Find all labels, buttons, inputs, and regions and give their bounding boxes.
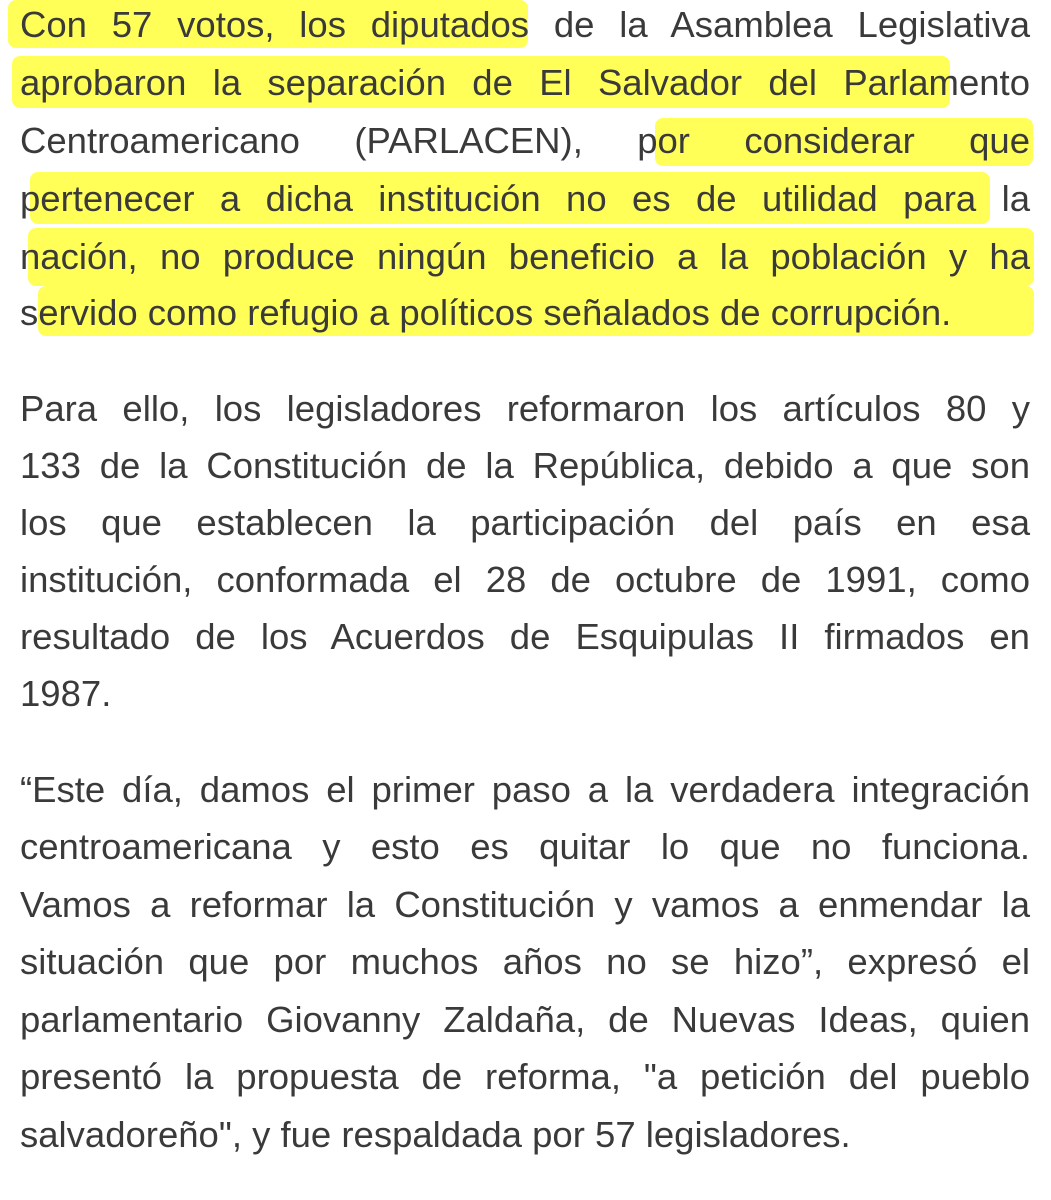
paragraph-3-line: salvadoreño", y fue respaldada por 57 legisladores. [20,1114,851,1155]
paragraph-1-line: servido como refugio a políticos señalados de corrupción. [20,292,952,333]
paragraph-1-line: pertenecer a dicha institución no es de utilidad para la [20,178,1030,219]
paragraph-3-line: situación que por muchos años no se hizo”, expresó el [20,941,1030,982]
paragraph-1-line: aprobaron la separación de El Salvador del Parlamento [20,62,1030,103]
paragraph-2-line: 1987. [20,673,112,714]
paragraph-2-line: Para ello, los legisladores reformaron los artículos 80 y [20,388,1030,429]
paragraph-3-line: presentó la propuesta de reforma, "a petición del pueblo [20,1056,1030,1097]
paragraph-2-line: resultado de los Acuerdos de Esquipulas II firmados en [20,616,1030,657]
paragraph-3-line: centroamericana y esto es quitar lo que no funciona. [20,826,1030,867]
paragraph-2-line: 133 de la Constitución de la República, debido a que son [20,445,1030,486]
paragraph-3-line: Vamos a reformar la Constitución y vamos a enmendar la [20,884,1030,925]
paragraph-2-line: los que establecen la participación del país en esa [20,502,1030,543]
paragraph-1-line: nación, no produce ningún beneficio a la población y ha [20,236,1030,277]
paragraph-3-line: parlamentario Giovanny Zaldaña, de Nuevas Ideas, quien [20,999,1030,1040]
paragraph-1-line: Con 57 votos, los diputados de la Asamblea Legislativa [20,4,1030,45]
paragraph-3-line: “Este día, damos el primer paso a la verdadera integración [20,769,1030,810]
paragraph-2-line: institución, conformada el 28 de octubre de 1991, como [20,559,1030,600]
paragraph-1-line: Centroamericano (PARLACEN), por considerar que [20,120,1030,161]
